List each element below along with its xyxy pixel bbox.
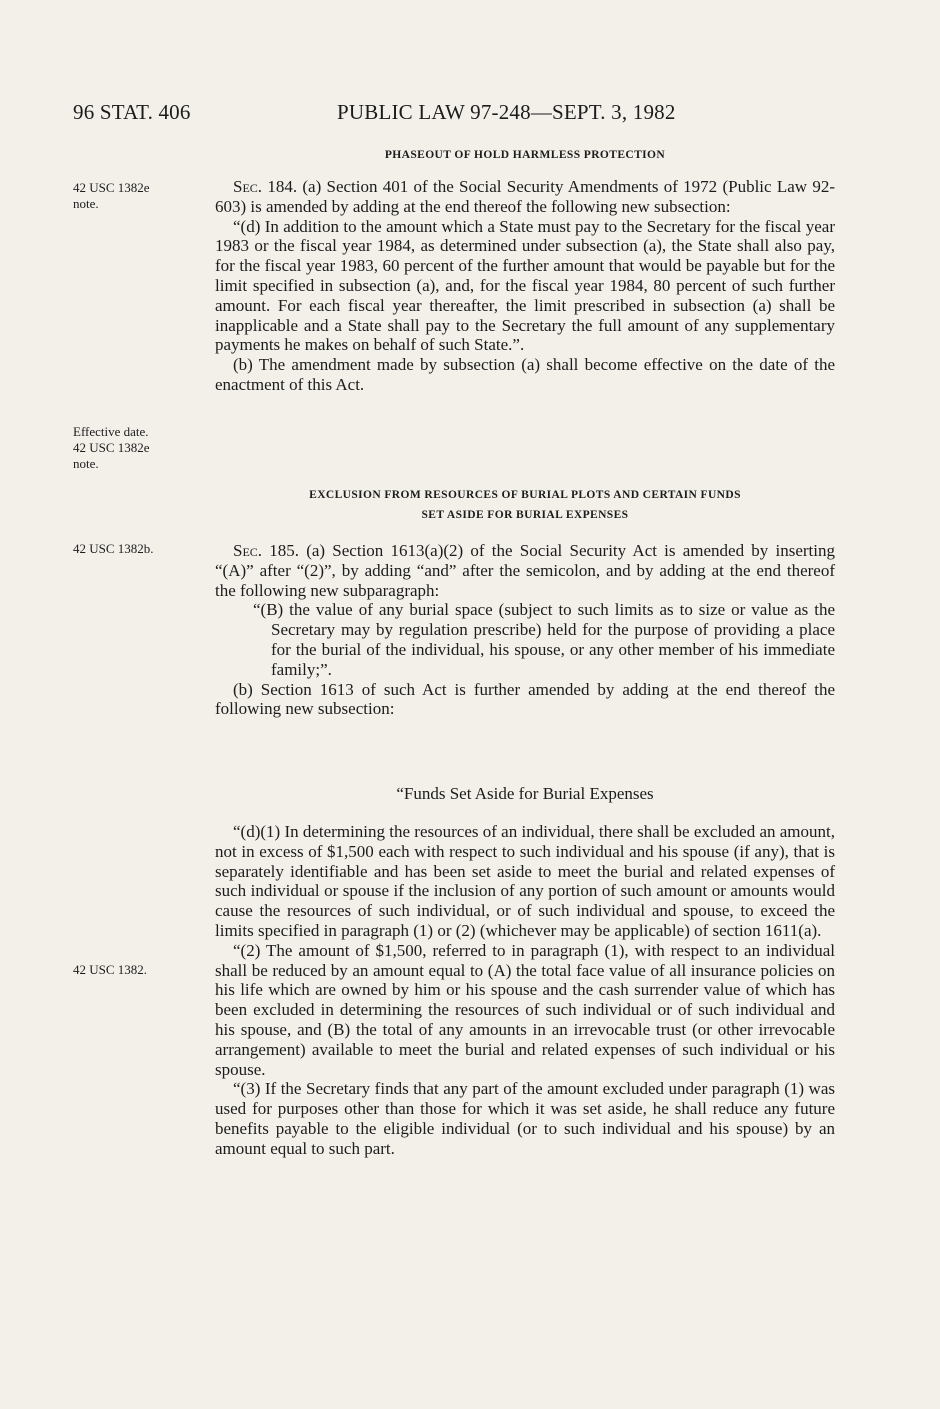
paragraph-d1: “(d)(1) In determining the resources of an individual, there shall be excluded an amount, not in excess of $1,500 each with respect to such individual and his spouse (if any), that is separately identifiable and has been set aside to meet the burial and related expenses of such individual or spouse if the inclusion of any portion of such amount or amounts would cause the resources of such individual, or of such individual and spouse, to exceed the limits specified in paragraph (1) or (2) (whichever may be applicable) of section 1611(a). [215, 822, 835, 940]
section-heading-burial: EXCLUSION FROM RESOURCES OF BURIAL PLOTS AND CERTAIN FUNDS SET ASIDE FOR BURIAL EXPENSES [309, 489, 741, 521]
paragraph-185a: Sec. 185. (a) Section 1613(a)(2) of the Social Security Act is amended by inserting “(A)” after “(2)”, by adding “and” after the semicolon, and by adding at the end thereof the following new subparagraph: [215, 541, 836, 600]
page-title: PUBLIC LAW 97-248—SEPT. 3, 1982 [337, 100, 676, 124]
margin-note-1382b: 42 USC 1382b. [73, 541, 154, 556]
section-heading-phaseout: PHASEOUT OF HOLD HARMLESS PROTECTION [384, 149, 666, 161]
section-185-body [215, 541, 835, 719]
paragraph-184d: “(d) In addition to the amount which a State must pay to the Secretary for the fiscal year 1983 or the fiscal year 1984, as determined under subsection (a), the State shall also pay, for the fiscal year 1983, 60 percent of the further amount that would be payable but for the limit specified in subsection (a), and, for the fiscal year 1984, 80 percent of such further amount. For each fiscal year thereafter, the limit prescribed in subsection (a) shall be inapplicable and a State shall pay to the Secretary the full amount of any supplementary payments he makes on behalf of such State.”. [215, 216, 835, 355]
subparagraph-185B: “(B) the value of any burial space (subject to such limits as to size or value as the Secretary may by regulation prescribe) held for the purpose of providing a place for the burial of the individual, his spouse, or any other member of his immediate family;”. [253, 600, 835, 679]
paragraph-d2: “(2) The amount of $1,500, referred to in paragraph (1), with respect to an individual shall be reduced by an amount equal to (A) the total face value of all insurance policies on his life which are owned by him or his spouse and the cash surrender value of which has been excluded in determining the resources of such individual or of such individual and his spouse, and (B) the total of any amounts in an irrevocable trust (or other irrevocable arrangement) available to meet the burial and related expenses of such individual or his spouse. [215, 940, 835, 1079]
paragraph-185b: (b) Section 1613 of such Act is further amended by adding at the end thereof the following new subsection: [215, 679, 835, 719]
subsection-heading: “Funds Set Aside for Burial Expenses [396, 784, 654, 803]
section-184-body [215, 177, 835, 395]
margin-note-effective-date: Effective date. 42 USC 1382e note. [73, 424, 150, 471]
margin-note-1382: 42 USC 1382. [73, 962, 148, 977]
paragraph-d3: “(3) If the Secretary finds that any part of the amount excluded under paragraph (1) was used for purposes other than those for which it was set aside, he shall reduce any future benefits payable to the eligible individual (or to such individual and his spouse) by an amount equal to such part. [215, 1079, 835, 1158]
statute-page-number: 96 STAT. 406 [73, 100, 191, 124]
subsection-d-body [215, 822, 835, 1159]
margin-note-1382e: 42 USC 1382e note. [73, 180, 150, 211]
paragraph-184b: (b) The amendment made by subsection (a) shall become effective on the date of the enactment of this Act. [215, 355, 835, 394]
paragraph-184a: Sec. 184. (a) Section 401 of the Social Security Amendments of 1972 (Public Law 92-603) is amended by adding at the end thereof the following new subsection: [215, 177, 835, 216]
